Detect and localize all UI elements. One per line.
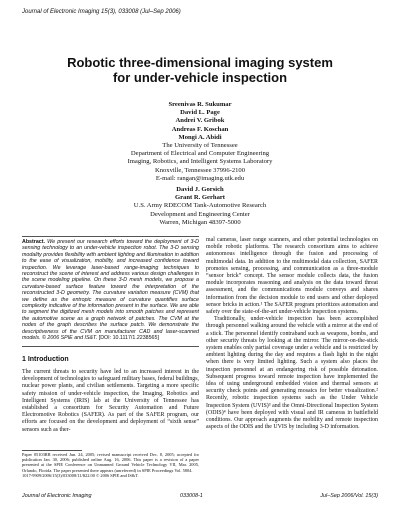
- affiliation-line: U.S. Army RDECOM Tank-Automotive Research: [133, 202, 267, 210]
- author-group-1: [0, 101, 400, 183]
- abstract: [22, 239, 199, 342]
- author-name: David L. Page: [180, 109, 220, 117]
- abstract-doi: [DOI: 10.1117/1.2238565]: [97, 335, 159, 342]
- affiliation-line: Warren, Michigan 48397-5000: [159, 218, 241, 226]
- footnote-text: Paper 05103RR received Jun. 24, 2005; revised manuscript received Dec. 8, 2005; accepted for publication Jan. 30, 2006; published online Aug. 16, 2006. This paper is a revision of a paper presented at the SPIE Conference on Unmanned Ground Vehicle Technology VII, Mar. 2005, Orlando, Florida. The paper presented there appears (unrefereed) in SPIE Proceedings Vol. 5804.: [22, 452, 199, 473]
- affiliation-line: Development and Engineering Center: [150, 210, 250, 218]
- abstract-label: Abstract.: [22, 239, 45, 245]
- abstract-text: We present our research efforts toward the deployment of 3-D sensing technology to an under-vehicle inspection robot. The 3-D sensing modality provides flexibility with ambient lighting and illumination in addition to the ease of visualization, mobility, and increased confidence toward inspection. We leverage laser-based range-imaging techniques to reconstruct the scene of interest and address various design challenges in the scene modeling pipeline. On these 3-D mesh models, we propose a curvature-based surface feature toward the interpretation of the reconstructed 3-D geometry. The curvature variation measure (CVM) that we define as the entropic measure of curvature quantifies surface complexity indicative of the information present in the surface. We are able to segment the digitized mesh models into smooth patches and represent the automotive scene as a graph network of patches. The CVM at the nodes of the graph describes the surface patch. We demonstrate the descriptiveness of the CVM on manufacturer CAD and laser-scanned models.: [22, 239, 199, 342]
- author-name: Andrei V. Gribok: [175, 117, 225, 125]
- email-line: E-mail: rangan@imaging.utk.edu: [155, 174, 245, 182]
- affiliation-line: Imaging, Robotics, and Intelligent Systems Laboratory: [127, 158, 273, 166]
- paragraph: mal cameras, laser range scanners, and other potential technologies on mobile robotic platforms. The research consortium aims to achieve autonomous intelligence through the fusion and processing of multimodal data. In addition to the multimodal data collection, SAFER promotes sensing, processing, and communication as a three-module “sensor brick” concept. The sensor module collects data, the fusion module incorporates reasoning and analysis on the data toward threat assessment, and the communications module conveys and shares information from the decision module to end users and other deployed sensor bricks in action.¹ The SAFER program prioritizes automation and safety over the state-of-the-art under-vehicle inspection systems.: [206, 237, 378, 316]
- abstract-top-rule: [22, 236, 199, 237]
- title-line-1: Robotic three-dimensional imaging system: [67, 55, 333, 70]
- author-name: Mongi A. Abidi: [178, 133, 222, 141]
- affiliation-line: Knoxville, Tennessee 37996-2100: [154, 166, 246, 174]
- journal-header: Journal of Electronic Imaging 15(3), 033008 (Jul–Sep 2006): [22, 9, 181, 15]
- issn-line: 1017-9909/2006/15(3)/033008/11/$22.00 © 2006 SPIE and IS&T.: [22, 472, 139, 478]
- left-column: [22, 369, 199, 434]
- abstract-bottom-rule: [22, 346, 199, 347]
- affiliation-line: Department of Electrical and Computer Engineering: [130, 150, 270, 158]
- abstract-copyright: © 2006 SPIE and IS&T.: [40, 335, 98, 342]
- paper-title: [0, 55, 400, 85]
- right-column: [206, 237, 378, 431]
- footnote: [22, 452, 199, 478]
- author-name: David J. Gorsich: [176, 186, 224, 193]
- author-group-2: [0, 186, 400, 227]
- author-name: Andreas F. Koschan: [171, 125, 229, 133]
- footnote-rule: [22, 450, 82, 451]
- footer-page-number: 033008-1: [180, 493, 203, 499]
- section-heading: 1 Introduction: [22, 356, 69, 363]
- paragraph: The current threats to security have led to an increased interest in the development of technologies to safeguard military bases, federal buildings, nuclear power plants, and civilian settlements. Targeting a more specific safety mission of under-vehicle inspection, the Imaging, Robotics and Intelligent Systems (IRIS) lab at the University of Tennessee has established a consortium for Security Automation and Future Electromotive Robotics (SAFER). As part of the SAFER program, our efforts are focused on the development and deployment of “sixth sense” sensors such as ther-: [22, 369, 199, 433]
- author-name: Grant R. Gerhart: [175, 194, 225, 202]
- affiliation-line: The University of Tennessee: [162, 142, 238, 150]
- footer-issue: Jul–Sep 2006/Vol. 15(3): [320, 493, 378, 499]
- footer-journal: Journal of Electronic Imaging: [22, 493, 92, 499]
- paragraph: Traditionally, under-vehicle inspection has been accomplished through personnel walking around the vehicle with a mirror at the end of a stick. The personnel identify contraband such as weapons, bombs, and other security threats by looking at the mirror. The mirror-on-the-stick system enables only partial coverage under a vehicle and is restricted by ambient lighting during the day and requires a flash light in the night when there is very limited lighting. Such a system also places the inspection personnel at an endangering risk of possible detonation. Subsequent progress toward remote inspection have implemented the idea of using underground embedded vision and thermal sensors at security check points and generating mosaics for better visualization.² Recently, robotic inspection systems such as the Under Vehicle Inspection System (UVIS)³ and the Omni-Directional Inspection System (ODIS)⁴ have been deployed with visual and IR cameras in battlefield conditions. Our approach augments the mobility and remote inspection aspects of the ODIS and the UVIS by including 3-D information.: [206, 316, 378, 431]
- author-name: Sreenivas R. Sukumar: [168, 101, 232, 108]
- title-line-2: for under-vehicle inspection: [112, 70, 288, 85]
